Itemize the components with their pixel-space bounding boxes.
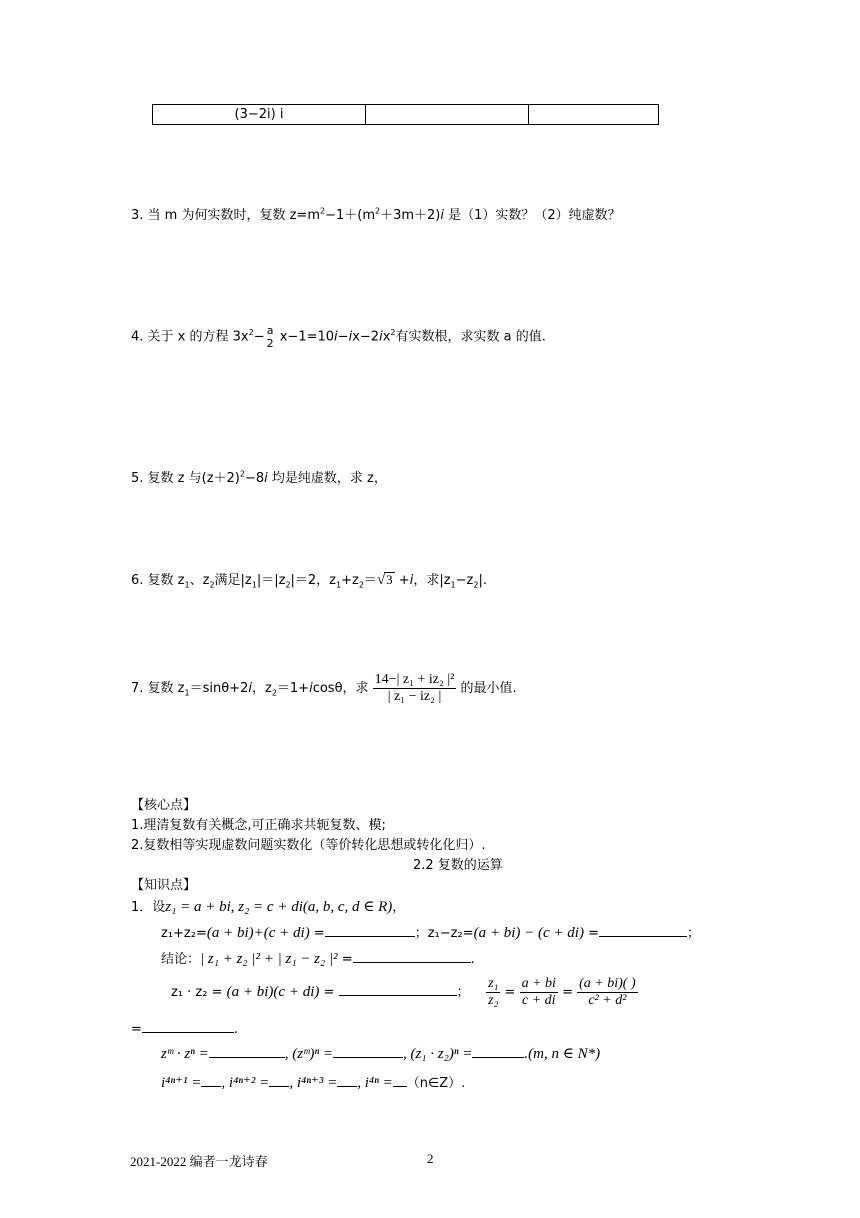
answer-table (152, 104, 659, 125)
knowledge-line-4: z₁ · z₂ = (a + bi)(c + di) = ； $\frac{\text{z₁}}{\text{z₂}}$ = $\frac{a + bi}{c + di}$ = $\frac{(a + bi)( )}{\text{c² + d²}}$ (171, 976, 636, 1008)
knowledge-line-3: 结论：| z₁ + z₂ |² + | z₁ − z₂ |² = . (161, 951, 475, 967)
knowledge-line-7: i⁴ⁿ⁺¹ = , i⁴ⁿ⁺² = , i⁴ⁿ⁺³ = , i⁴ⁿ = （n∈Z）. (161, 1075, 466, 1091)
table-cell-empty (529, 105, 659, 125)
table-cell-expression: (3−2i) i (153, 105, 366, 125)
problem-4: 4. 关于 x 的方程 $3x^2-$ a 2 $x-1=10i-ix-2ix^2$有实数根，求实数 a 的值. (131, 324, 546, 350)
footer-author: 2021-2022 编者一龙诗春 (130, 1154, 268, 1169)
problem-6: 6. 复数 $z_1$、$z_2$满足$|z_1|=|z_2|=2$，$z_1+z_2=√3 +i$，求$|z_1-z_2|$. (131, 572, 487, 590)
section-title: 2.2 复数的运算 (413, 858, 503, 873)
quotient-fraction-1: $\frac{\text{z₁}}{\text{z₂}}$ (488, 976, 499, 1008)
problem-7: 7. 复数 $z_1=\sin\theta+2i$，$z_2=1+icos\theta$，求 $\frac{\text{14−| z₁ + iz₂ |²}}{\text{| z₁ − iz₂ |}}$ 的最小值. (131, 672, 517, 704)
quotient-fraction-3: $\frac{(a + bi)( )}{\text{c² + d²}}$ (579, 976, 636, 1008)
problem-5: 5. 复数 z 与$(z+2)^2-8i$ 均是纯虚数，求 z， (131, 469, 387, 486)
core-heading: 【核心点】 (131, 798, 197, 813)
table-row (153, 105, 659, 125)
quotient-fraction-2: $\frac{a + bi}{c + di}$ (521, 976, 556, 1008)
knowledge-line-6: zᵐ · zⁿ = , (zᵐ)ⁿ = , (z₁ · z₂)ⁿ = .(m, n ∈ N*) (161, 1046, 601, 1062)
problem-7-fraction: $\frac{\text{14−| z₁ + iz₂ |²}}{\text{| z₁ − iz₂ |}}$ (374, 672, 455, 704)
knowledge-line-2: z₁+z₂=(a + bi)+(c + di) = ；z₁−z₂=(a + bi) − (c + di) = ； (161, 925, 700, 941)
page-number: 2 (427, 1151, 434, 1166)
table-cell-empty (366, 105, 529, 125)
knowledge-line-5: = . (131, 1022, 239, 1037)
knowledge-line-1: 1．设z₁ = a + bi, z₂ = c + di(a, b, c, d ∈ R)， (131, 899, 406, 915)
problem-3: 3. 当 m 为何实数时，复数 $z=m^2-1+(m^2+3m+2)i$ 是（1）实数？（2）纯虚数？ (131, 206, 621, 223)
core-line-1: 1.理清复数有关概念,可正确求共轭复数、模; (131, 818, 386, 833)
knowledge-heading: 【知识点】 (131, 878, 197, 893)
core-line-2: 2.复数相等实现虚数问题实数化（等价转化思想或转化化归）. (131, 838, 486, 853)
